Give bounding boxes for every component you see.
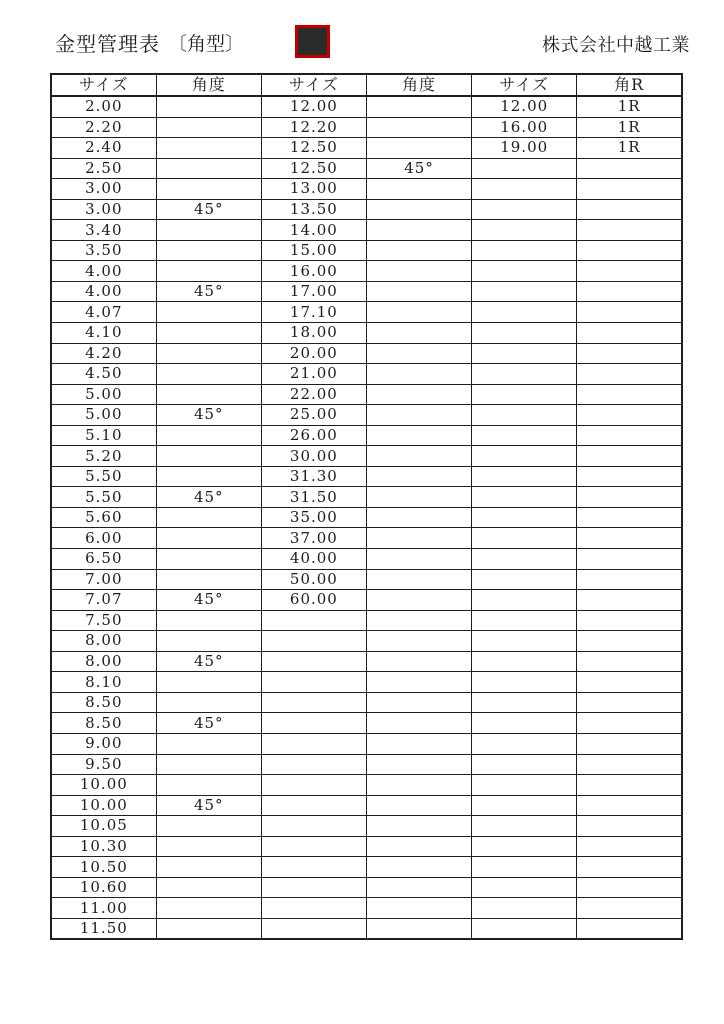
table-cell: [366, 692, 471, 713]
table-cell: [156, 631, 261, 652]
table-cell: [156, 158, 261, 179]
table-cell: 3.50: [51, 240, 156, 261]
table-cell: 4.07: [51, 302, 156, 323]
table-cell: 45°: [156, 795, 261, 816]
table-cell: [366, 569, 471, 590]
table-row: [51, 364, 682, 385]
table-cell: 20.00: [261, 343, 366, 364]
table-cell: [472, 631, 577, 652]
table-cell: 5.50: [51, 466, 156, 487]
table-cell: [366, 507, 471, 528]
table-cell: [472, 343, 577, 364]
table-cell: [366, 487, 471, 508]
table-row: [51, 199, 682, 220]
table-cell: [577, 651, 682, 672]
table-row: [51, 138, 682, 159]
table-cell: 9.50: [51, 754, 156, 775]
table-row: [51, 775, 682, 796]
table-cell: 2.50: [51, 158, 156, 179]
table-cell: [366, 302, 471, 323]
table-cell: [472, 898, 577, 919]
table-row: [51, 179, 682, 200]
table-cell: [366, 713, 471, 734]
table-cell: [472, 857, 577, 878]
table-cell: [472, 713, 577, 734]
table-cell: 2.20: [51, 117, 156, 138]
table-cell: 3.40: [51, 220, 156, 241]
table-cell: [156, 733, 261, 754]
table-cell: [577, 302, 682, 323]
table-cell: 4.50: [51, 364, 156, 385]
table-cell: [577, 343, 682, 364]
table-cell: 2.00: [51, 96, 156, 117]
table-cell: [366, 384, 471, 405]
table-cell: 11.50: [51, 918, 156, 939]
table-cell: [156, 775, 261, 796]
table-cell: [156, 96, 261, 117]
table-cell: 31.50: [261, 487, 366, 508]
table-cell: 4.10: [51, 323, 156, 344]
table-cell: [261, 898, 366, 919]
table-cell: 9.00: [51, 733, 156, 754]
table-row: [51, 918, 682, 939]
table-cell: [366, 549, 471, 570]
table-cell: [366, 425, 471, 446]
table-cell: 13.50: [261, 199, 366, 220]
table-cell: [366, 261, 471, 282]
table-cell: [366, 281, 471, 302]
table-cell: [156, 323, 261, 344]
table-cell: [366, 754, 471, 775]
table-cell: [366, 610, 471, 631]
table-cell: [472, 775, 577, 796]
table-cell: 7.50: [51, 610, 156, 631]
table-cell: [261, 918, 366, 939]
table-cell: [577, 179, 682, 200]
table-cell: [472, 261, 577, 282]
table-cell: [472, 323, 577, 344]
table-cell: 4.20: [51, 343, 156, 364]
table-row: [51, 240, 682, 261]
table-cell: [366, 179, 471, 200]
table-cell: [577, 240, 682, 261]
table-cell: [472, 528, 577, 549]
table-cell: [577, 631, 682, 652]
table-cell: [156, 918, 261, 939]
table-cell: [472, 651, 577, 672]
table-cell: 60.00: [261, 590, 366, 611]
table-cell: [261, 816, 366, 837]
table-cell: [366, 220, 471, 241]
table-cell: 15.00: [261, 240, 366, 261]
table-cell: [472, 816, 577, 837]
table-row: [51, 96, 682, 117]
table-cell: 50.00: [261, 569, 366, 590]
table-cell: [472, 877, 577, 898]
column-header-0: サイズ: [51, 74, 156, 96]
table-row: [51, 610, 682, 631]
table-cell: 10.50: [51, 857, 156, 878]
table-cell: [366, 466, 471, 487]
table-row: [51, 261, 682, 282]
table-cell: [577, 816, 682, 837]
table-cell: [472, 466, 577, 487]
table-cell: 8.00: [51, 631, 156, 652]
page-title: 金型管理表: [55, 32, 160, 56]
table-cell: [156, 117, 261, 138]
table-cell: [366, 631, 471, 652]
table-row: [51, 528, 682, 549]
table-row: [51, 898, 682, 919]
table-cell: 10.60: [51, 877, 156, 898]
table-row: [51, 158, 682, 179]
table-cell: [472, 281, 577, 302]
table-cell: [156, 343, 261, 364]
table-cell: [366, 836, 471, 857]
table-cell: [472, 795, 577, 816]
table-cell: 8.50: [51, 713, 156, 734]
table-cell: 12.00: [261, 96, 366, 117]
table-row: [51, 631, 682, 652]
table-cell: [577, 692, 682, 713]
black-square-marker: [295, 25, 330, 58]
table-cell: 5.60: [51, 507, 156, 528]
table-cell: [261, 775, 366, 796]
table-cell: [472, 405, 577, 426]
table-cell: 17.10: [261, 302, 366, 323]
table-cell: 2.40: [51, 138, 156, 159]
table-cell: [156, 466, 261, 487]
mold-size-table: [50, 73, 683, 940]
table-row: [51, 754, 682, 775]
table-cell: 4.00: [51, 281, 156, 302]
table-cell: [156, 898, 261, 919]
table-cell: 7.07: [51, 590, 156, 611]
table-cell: [577, 795, 682, 816]
table-cell: [261, 795, 366, 816]
table-cell: [261, 836, 366, 857]
table-cell: 10.05: [51, 816, 156, 837]
table-cell: [261, 857, 366, 878]
table-cell: 5.50: [51, 487, 156, 508]
table-cell: [472, 240, 577, 261]
table-cell: [156, 569, 261, 590]
table-cell: [366, 323, 471, 344]
table-cell: [366, 795, 471, 816]
table-cell: [577, 590, 682, 611]
table-cell: [472, 692, 577, 713]
table-row: [51, 487, 682, 508]
table-cell: [366, 877, 471, 898]
table-cell: [156, 446, 261, 467]
table-cell: [577, 877, 682, 898]
column-header-4: サイズ: [472, 74, 577, 96]
table-cell: [366, 857, 471, 878]
table-cell: [156, 302, 261, 323]
table-cell: [261, 692, 366, 713]
table-cell: [261, 733, 366, 754]
table-row: [51, 220, 682, 241]
table-cell: [261, 754, 366, 775]
table-cell: 11.00: [51, 898, 156, 919]
table-row: [51, 590, 682, 611]
table-cell: [472, 918, 577, 939]
table-cell: [577, 754, 682, 775]
table-cell: 8.00: [51, 651, 156, 672]
table-cell: [577, 713, 682, 734]
table-cell: 7.00: [51, 569, 156, 590]
table-row: [51, 877, 682, 898]
table-cell: 1R: [577, 96, 682, 117]
table-row: [51, 672, 682, 693]
table-cell: 45°: [156, 281, 261, 302]
table-cell: 5.10: [51, 425, 156, 446]
table-cell: [472, 446, 577, 467]
table-cell: 10.00: [51, 795, 156, 816]
table-cell: 21.00: [261, 364, 366, 385]
table-cell: [366, 405, 471, 426]
table-cell: 25.00: [261, 405, 366, 426]
table-row: [51, 281, 682, 302]
table-cell: [472, 549, 577, 570]
table-cell: 35.00: [261, 507, 366, 528]
table-cell: [577, 569, 682, 590]
table-cell: [577, 199, 682, 220]
table-cell: [156, 877, 261, 898]
table-row: [51, 405, 682, 426]
page-subtitle-shape-type: 〔角型〕: [168, 33, 245, 55]
table-row: [51, 466, 682, 487]
table-cell: [366, 138, 471, 159]
table-cell: [472, 672, 577, 693]
table-cell: 13.00: [261, 179, 366, 200]
table-row: [51, 857, 682, 878]
table-cell: 18.00: [261, 323, 366, 344]
table-cell: [366, 199, 471, 220]
table-cell: 10.30: [51, 836, 156, 857]
table-cell: [261, 631, 366, 652]
table-cell: [577, 528, 682, 549]
table-cell: [366, 651, 471, 672]
table-row: [51, 507, 682, 528]
table-cell: [156, 816, 261, 837]
table-cell: [577, 323, 682, 344]
table-cell: 45°: [156, 405, 261, 426]
table-cell: [156, 672, 261, 693]
table-cell: 37.00: [261, 528, 366, 549]
table-cell: [156, 549, 261, 570]
table-cell: 4.00: [51, 261, 156, 282]
table-cell: 12.00: [472, 96, 577, 117]
column-header-3: 角度: [366, 74, 471, 96]
table-cell: [366, 816, 471, 837]
table-row: [51, 816, 682, 837]
table-cell: [577, 281, 682, 302]
table-cell: 12.50: [261, 138, 366, 159]
table-cell: [472, 590, 577, 611]
table-cell: 45°: [156, 199, 261, 220]
table-cell: 8.10: [51, 672, 156, 693]
table-cell: [472, 302, 577, 323]
table-row: [51, 795, 682, 816]
table-cell: [577, 364, 682, 385]
table-cell: [472, 158, 577, 179]
table-cell: [577, 857, 682, 878]
column-header-1: 角度: [156, 74, 261, 96]
table-cell: 45°: [156, 713, 261, 734]
table-cell: [366, 96, 471, 117]
table-cell: [156, 692, 261, 713]
table-cell: [472, 836, 577, 857]
table-cell: [472, 384, 577, 405]
table-cell: [366, 733, 471, 754]
column-header-5: 角R: [577, 74, 682, 96]
table-cell: [366, 775, 471, 796]
table-cell: [261, 651, 366, 672]
table-cell: 45°: [366, 158, 471, 179]
table-cell: [156, 857, 261, 878]
table-row: [51, 692, 682, 713]
table-cell: [261, 713, 366, 734]
table-cell: [577, 918, 682, 939]
table-cell: [577, 425, 682, 446]
table-cell: [577, 384, 682, 405]
table-cell: 5.00: [51, 405, 156, 426]
table-cell: [472, 179, 577, 200]
table-cell: 1R: [577, 138, 682, 159]
table-cell: 45°: [156, 651, 261, 672]
table-cell: [366, 672, 471, 693]
table-cell: 3.00: [51, 179, 156, 200]
table-cell: [366, 528, 471, 549]
table-row: [51, 446, 682, 467]
table-cell: [366, 446, 471, 467]
table-cell: [577, 672, 682, 693]
table-cell: [261, 672, 366, 693]
table-cell: [366, 590, 471, 611]
table-cell: 16.00: [472, 117, 577, 138]
table-cell: [156, 384, 261, 405]
table-cell: [577, 220, 682, 241]
table-cell: 30.00: [261, 446, 366, 467]
table-cell: [156, 836, 261, 857]
table-cell: [577, 487, 682, 508]
table-cell: [577, 549, 682, 570]
table-cell: 8.50: [51, 692, 156, 713]
table-cell: [472, 733, 577, 754]
table-cell: [472, 364, 577, 385]
table-cell: [156, 261, 261, 282]
table-cell: [156, 610, 261, 631]
table-row: [51, 733, 682, 754]
table-cell: [577, 733, 682, 754]
table-cell: [472, 199, 577, 220]
table-cell: [366, 117, 471, 138]
table-cell: [156, 179, 261, 200]
table-row: [51, 323, 682, 344]
table-cell: [156, 220, 261, 241]
table-cell: [156, 507, 261, 528]
table-cell: [156, 528, 261, 549]
table-cell: 10.00: [51, 775, 156, 796]
table-cell: [472, 754, 577, 775]
company-name: 株式会社中越工業: [542, 35, 690, 56]
table-cell: [261, 877, 366, 898]
table-row: [51, 384, 682, 405]
table-cell: 12.50: [261, 158, 366, 179]
table-row: [51, 302, 682, 323]
table-cell: [472, 507, 577, 528]
table-cell: [577, 836, 682, 857]
table-cell: 6.50: [51, 549, 156, 570]
table-cell: 45°: [156, 487, 261, 508]
table-cell: [366, 343, 471, 364]
table-cell: [472, 220, 577, 241]
table-cell: 31.30: [261, 466, 366, 487]
table-cell: 5.00: [51, 384, 156, 405]
table-cell: 19.00: [472, 138, 577, 159]
table-row: [51, 836, 682, 857]
table-cell: [156, 425, 261, 446]
table-cell: [577, 610, 682, 631]
table-cell: [156, 364, 261, 385]
table-cell: [472, 425, 577, 446]
table-cell: 1R: [577, 117, 682, 138]
table-cell: 17.00: [261, 281, 366, 302]
table-cell: [577, 898, 682, 919]
table-cell: [366, 240, 471, 261]
table-cell: 22.00: [261, 384, 366, 405]
table-cell: [472, 610, 577, 631]
table-row: [51, 425, 682, 446]
table-cell: [261, 610, 366, 631]
table-cell: [156, 754, 261, 775]
table-cell: 45°: [156, 590, 261, 611]
table-cell: 40.00: [261, 549, 366, 570]
table-row: [51, 117, 682, 138]
table-row: [51, 569, 682, 590]
table-cell: [156, 138, 261, 159]
column-header-2: サイズ: [261, 74, 366, 96]
table-cell: [577, 158, 682, 179]
table-row: [51, 713, 682, 734]
table-cell: 6.00: [51, 528, 156, 549]
table-cell: [156, 240, 261, 261]
table-cell: [577, 261, 682, 282]
table-cell: [577, 405, 682, 426]
table-cell: [366, 898, 471, 919]
table-cell: 12.20: [261, 117, 366, 138]
table-cell: [366, 918, 471, 939]
table-cell: [366, 364, 471, 385]
table-cell: [577, 446, 682, 467]
table-row: [51, 549, 682, 570]
table-cell: 5.20: [51, 446, 156, 467]
table-row: [51, 651, 682, 672]
table-cell: [577, 466, 682, 487]
table-cell: 14.00: [261, 220, 366, 241]
table-cell: 26.00: [261, 425, 366, 446]
table-header-row: [51, 74, 682, 96]
table-cell: 3.00: [51, 199, 156, 220]
table-cell: [577, 775, 682, 796]
table-cell: [472, 487, 577, 508]
table-cell: 16.00: [261, 261, 366, 282]
table-cell: [577, 507, 682, 528]
table-cell: [472, 569, 577, 590]
table-row: [51, 343, 682, 364]
